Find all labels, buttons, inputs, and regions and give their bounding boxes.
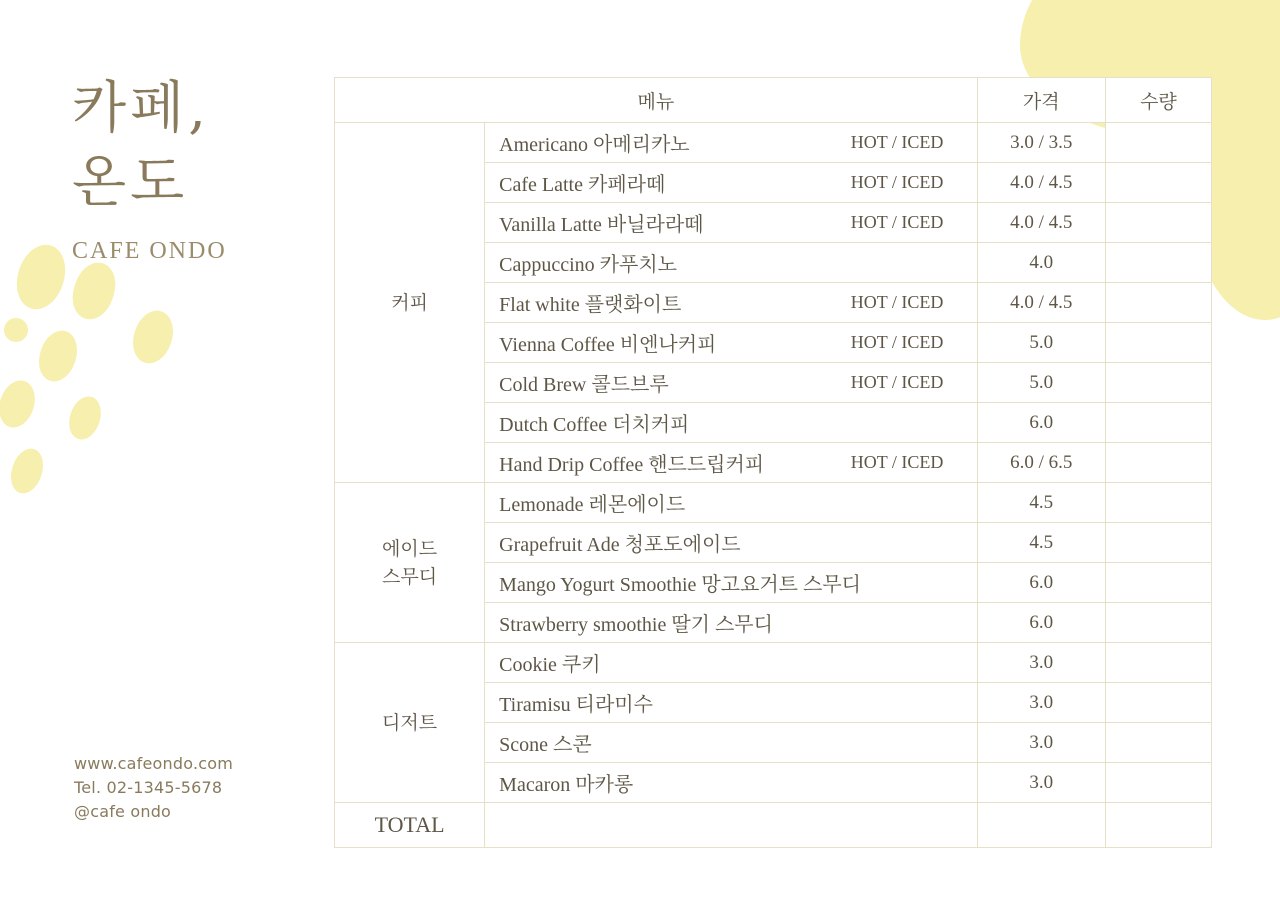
menu-item-cell — [485, 763, 978, 803]
menu-item-cell — [485, 643, 978, 683]
category-cell: 커피 — [335, 123, 485, 483]
contact-block — [74, 752, 233, 824]
decorative-dot — [66, 257, 122, 325]
menu-table-head — [335, 78, 1212, 123]
menu-item-qty-cell[interactable] — [1105, 603, 1211, 643]
menu-item-price: 4.0 / 4.5 — [977, 163, 1105, 203]
menu-item-name: Lemonade 레몬에이드 — [499, 494, 686, 516]
menu-item-qty-cell[interactable] — [1105, 363, 1211, 403]
menu-item-temperature: HOT / ICED — [850, 132, 944, 152]
menu-item-name: Scone 스콘 — [499, 734, 592, 756]
total-label: TOTAL — [335, 803, 485, 848]
menu-item-temperature: HOT / ICED — [850, 452, 944, 472]
menu-item-qty-cell[interactable] — [1105, 643, 1211, 683]
brand-name-line1: 카페, — [72, 76, 210, 141]
total-row — [335, 803, 1212, 848]
menu-item-cell — [485, 283, 978, 323]
menu-item-cell — [485, 723, 978, 763]
menu-item-price: 6.0 — [977, 563, 1105, 603]
menu-item-qty-cell[interactable] — [1105, 283, 1211, 323]
total-qty-cell[interactable] — [1105, 803, 1211, 848]
menu-item-cell — [485, 563, 978, 603]
menu-item-name: Cafe Latte 카페라떼 — [499, 174, 666, 196]
menu-table — [334, 77, 1212, 848]
header-menu: 메뉴 — [335, 78, 978, 123]
menu-item-qty-cell[interactable] — [1105, 523, 1211, 563]
menu-item-temperature: HOT / ICED — [850, 292, 944, 312]
menu-item-name: Hand Drip Coffee 핸드드립커피 — [499, 454, 765, 476]
menu-item-price: 4.0 / 4.5 — [977, 283, 1105, 323]
menu-item-price: 6.0 — [977, 403, 1105, 443]
menu-item-price: 3.0 — [977, 683, 1105, 723]
menu-item-qty-cell[interactable] — [1105, 403, 1211, 443]
decorative-dot — [9, 239, 73, 316]
decorative-dot — [0, 376, 41, 432]
menu-item-qty-cell[interactable] — [1105, 323, 1211, 363]
menu-item-name: Flat white 플랫화이트 — [499, 294, 682, 316]
menu-item-price: 5.0 — [977, 363, 1105, 403]
menu-item-price: 3.0 — [977, 763, 1105, 803]
menu-item-qty-cell[interactable] — [1105, 163, 1211, 203]
menu-item-name: Cookie 쿠키 — [499, 654, 601, 676]
brand-subtitle: CAFE ONDO — [72, 238, 227, 264]
menu-item-name: Tiramisu 티라미수 — [499, 694, 653, 716]
menu-item-qty-cell[interactable] — [1105, 563, 1211, 603]
menu-item-name: Grapefruit Ade 청포도에이드 — [499, 534, 741, 556]
menu-item-qty-cell[interactable] — [1105, 483, 1211, 523]
menu-item-cell — [485, 163, 978, 203]
table-header-row — [335, 78, 1212, 123]
table-row — [335, 643, 1212, 683]
menu-item-cell — [485, 683, 978, 723]
menu-item-price: 6.0 — [977, 603, 1105, 643]
menu-item-price: 4.0 — [977, 243, 1105, 283]
menu-item-price: 5.0 — [977, 323, 1105, 363]
menu-item-qty-cell[interactable] — [1105, 243, 1211, 283]
menu-item-cell — [485, 243, 978, 283]
brand-name-line2: 온도 — [72, 150, 189, 215]
menu-item-name: Cold Brew 콜드브루 — [499, 374, 669, 396]
menu-item-cell — [485, 483, 978, 523]
menu-item-cell — [485, 403, 978, 443]
contact-tel: Tel. 02-1345-5678 — [74, 778, 223, 797]
total-price-cell[interactable] — [977, 803, 1105, 848]
menu-item-price: 3.0 / 3.5 — [977, 123, 1105, 163]
menu-item-cell — [485, 203, 978, 243]
table-row — [335, 483, 1212, 523]
total-spacer — [485, 803, 978, 848]
brand-block — [72, 72, 312, 265]
menu-table-wrapper — [334, 77, 1212, 848]
contact-social: @cafe ondo — [74, 802, 172, 821]
menu-item-qty-cell[interactable] — [1105, 723, 1211, 763]
menu-item-cell — [485, 603, 978, 643]
menu-item-qty-cell[interactable] — [1105, 123, 1211, 163]
header-price: 가격 — [977, 78, 1105, 123]
menu-item-cell — [485, 123, 978, 163]
menu-item-price: 4.5 — [977, 523, 1105, 563]
menu-table-body — [335, 123, 1212, 803]
menu-item-qty-cell[interactable] — [1105, 443, 1211, 483]
menu-item-qty-cell[interactable] — [1105, 683, 1211, 723]
menu-item-temperature: HOT / ICED — [850, 212, 944, 232]
contact-website: www.cafeondo.com — [74, 754, 234, 773]
category-cell: 에이드 스무디 — [335, 483, 485, 643]
menu-table-foot — [335, 803, 1212, 848]
category-cell: 디저트 — [335, 643, 485, 803]
menu-item-price: 3.0 — [977, 723, 1105, 763]
menu-item-cell — [485, 443, 978, 483]
menu-item-name: Strawberry smoothie 딸기 스무디 — [499, 614, 773, 636]
menu-item-price: 4.0 / 4.5 — [977, 203, 1105, 243]
menu-item-name: Vanilla Latte 바닐라라떼 — [499, 214, 704, 236]
decorative-dot — [33, 326, 83, 387]
menu-item-temperature: HOT / ICED — [850, 172, 944, 192]
menu-item-qty-cell[interactable] — [1105, 763, 1211, 803]
decorative-dot — [4, 318, 28, 342]
menu-item-cell — [485, 523, 978, 563]
menu-item-price: 4.5 — [977, 483, 1105, 523]
menu-item-price: 6.0 / 6.5 — [977, 443, 1105, 483]
menu-item-name: Dutch Coffee 더치커피 — [499, 414, 690, 436]
decorative-dot — [127, 305, 180, 368]
menu-item-temperature: HOT / ICED — [850, 332, 944, 352]
menu-item-qty-cell[interactable] — [1105, 203, 1211, 243]
menu-item-name: Macaron 마카롱 — [499, 774, 634, 796]
menu-item-name: Americano 아메리카노 — [499, 134, 690, 156]
menu-item-cell — [485, 323, 978, 363]
menu-item-price: 3.0 — [977, 643, 1105, 683]
decorative-dot — [6, 444, 49, 497]
decorative-dot — [64, 392, 106, 443]
menu-item-temperature: HOT / ICED — [850, 372, 944, 392]
menu-item-name: Cappuccino 카푸치노 — [499, 254, 677, 276]
menu-item-name: Mango Yogurt Smoothie 망고요거트 스무디 — [499, 574, 861, 596]
table-row — [335, 123, 1212, 163]
header-qty: 수량 — [1105, 78, 1211, 123]
menu-item-name: Vienna Coffee 비엔나커피 — [499, 334, 717, 356]
menu-item-cell — [485, 363, 978, 403]
